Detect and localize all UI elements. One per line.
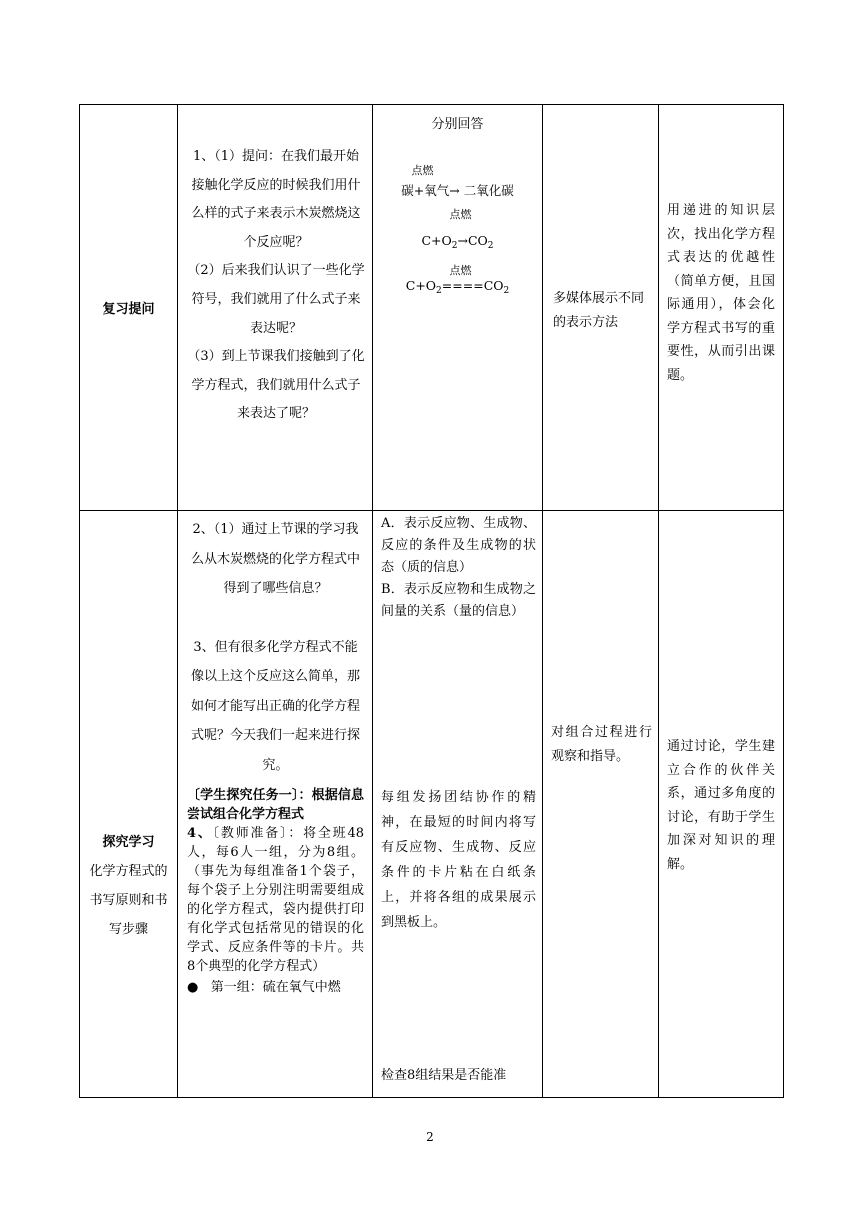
question-review-info: 2、（1）通过上节课的学习我么从木炭燃烧的化学方程式中得到了哪些信息？ [190,522,360,596]
condition-label-2: 点燃 [449,208,472,221]
group-activity: 每组发扬团结协作的精神，在最短的时间内将写有反应物、生成物、反应条件的卡片粘在白纸条上，并将各组的成果展示到黑板上。 [381,790,536,930]
lesson-plan-table [79,104,784,1098]
symbol-equation-arrow: $C+O_2\to CO_2$ [421,233,494,251]
section-sublabel-explore: 化学方程式的书写原则和书写步骤 [89,864,168,937]
condition-label-1: 点燃 [411,164,434,177]
cell-section-label-explore [80,511,178,1098]
answer-a: A．表示反应物、生成物、反应的条件及生成物的状态（质的信息） [381,516,536,575]
teaching-method-review: 多媒体展示不同的表示方法 [553,291,645,330]
chemical-equation: $C+O_2====CO_2$ [405,278,510,296]
cell-purpose-review [659,105,784,511]
question-inquiry-intro: 3、但有很多化学方程式不能像以上这个反应这么简单，那如何才能写出正确的化学方程式呢？今天我们一起来进行探究。 [190,639,360,773]
question-1: 1、（1）提问：在我们最开始接触化学反应的时候我们用什么样的式子来表示木炭燃烧这个反应呢？ [191,149,361,250]
answer-heading: 分别回答 [431,117,484,132]
cell-student-answers-review [373,105,543,511]
cell-student-activities-explore [373,511,543,1098]
question-2: （2）后来我们认识了一些化学符号，我们就用了什么式子来表达呢？ [187,263,365,336]
condition-label-3: 点燃 [449,264,472,277]
cell-purpose-explore [659,511,784,1098]
table-row-explore [80,511,784,1098]
design-purpose-explore: 通过讨论，学生建立合作的伙伴关系，通过多角度的讨论，有助于学生加深对知识的理解。 [667,739,775,872]
group-item-1: ● 第一组：硫在氧气中燃 [187,980,341,995]
cell-section-label-review [80,105,178,511]
question-3: （3）到上节课我们接触到了化学方程式，我们就用什么式子来表达了呢？ [187,349,365,422]
page-number: 2 [426,1130,434,1144]
section-label-explore: 探究学习 [102,835,155,850]
cell-method-review [543,105,659,511]
cell-teacher-activities-explore [178,511,373,1098]
inquiry-task-body: 4、〔教师准备〕：将全班48人，每6人一组，分为8组。（事先为每组准备1个袋子，每个袋子上分别注明需要组成的化学方程式，袋内提供打印有化学式包括常见的错误的化学式、反应条件等的卡片。共8个典型的化学方程式） [187,826,365,974]
inquiry-task-title: 〔学生探究任务一〕：根据信息尝试组合化学方程式 [187,788,364,822]
bullet-icon: ● [187,980,211,995]
section-label-review: 复习提问 [102,302,155,317]
answer-b: B．表示反应物和生成物之间量的关系（量的信息） [381,582,536,619]
table-row-review [80,105,784,511]
cell-method-explore [543,511,659,1098]
design-purpose-review: 用递进的知识层次，找出化学方程式表达的优越性（简单方便，且国际通用），体会化学方程式书写的重要性，从而引出课题。 [667,203,775,383]
check-results: 检查8组结果是否能准 [381,1068,507,1083]
teaching-method-explore: 对组合过程进行观察和指导。 [551,725,652,764]
word-equation: 碳+氧气→ 二氧化碳 [401,183,514,198]
